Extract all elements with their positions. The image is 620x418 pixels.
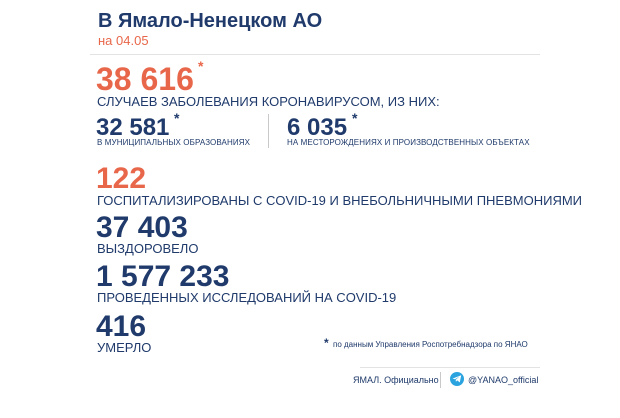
header-date: на 04.05 <box>98 33 149 48</box>
municipal-cases-value: 32 581 <box>96 114 170 141</box>
vertical-divider <box>268 114 269 148</box>
total-cases-label: СЛУЧАЕВ ЗАБОЛЕВАНИЯ КОРОНАВИРУСОМ, ИЗ НИХ: <box>97 94 440 109</box>
municipal-cases-label: В МУНИЦИПАЛЬНЫХ ОБРАЗОВАНИЯХ <box>97 138 251 147</box>
footer-channel[interactable]: @YANAO_official <box>468 375 539 385</box>
deaths-value: 416 <box>96 310 147 343</box>
municipal-cases-star: * <box>174 110 180 126</box>
field-cases-label: НА МЕСТОРОЖДЕНИЯХ И ПРОИЗВОДСТВЕННЫХ ОБЪЕКТАХ <box>287 138 530 147</box>
field-cases-value: 6 035 <box>287 114 348 141</box>
tests-label: ПРОВЕДЕННЫХ ИССЛЕДОВАНИЙ НА COVID-19 <box>97 290 397 305</box>
field-cases-star: * <box>352 110 358 126</box>
header-title: В Ямало-Ненецком АО <box>98 10 323 32</box>
footnote-star: * <box>324 336 329 350</box>
recovered-label: ВЫЗДОРОВЕЛО <box>97 241 199 256</box>
total-cases-value: 38 616 <box>96 61 194 97</box>
hospitalized-label: ГОСПИТАЛИЗИРОВАНЫ С COVID-19 И ВНЕБОЛЬНИЧНЫМИ ПНЕВМОНИЯМИ <box>97 193 583 208</box>
recovered-value: 37 403 <box>96 211 188 244</box>
footer-source: ЯМАЛ. Официально <box>353 375 439 385</box>
bottom-divider <box>360 367 540 368</box>
tests-value: 1 577 233 <box>96 260 230 293</box>
top-divider <box>90 54 540 55</box>
deaths-label: УМЕРЛО <box>97 340 152 355</box>
telegram-icon <box>450 372 464 386</box>
hospitalized-value: 122 <box>96 162 147 195</box>
total-cases-star: * <box>198 58 204 74</box>
footnote-text: по данным Управления Роспотребнадзора по ЯНАО <box>333 340 528 349</box>
footer-separator <box>440 372 441 388</box>
